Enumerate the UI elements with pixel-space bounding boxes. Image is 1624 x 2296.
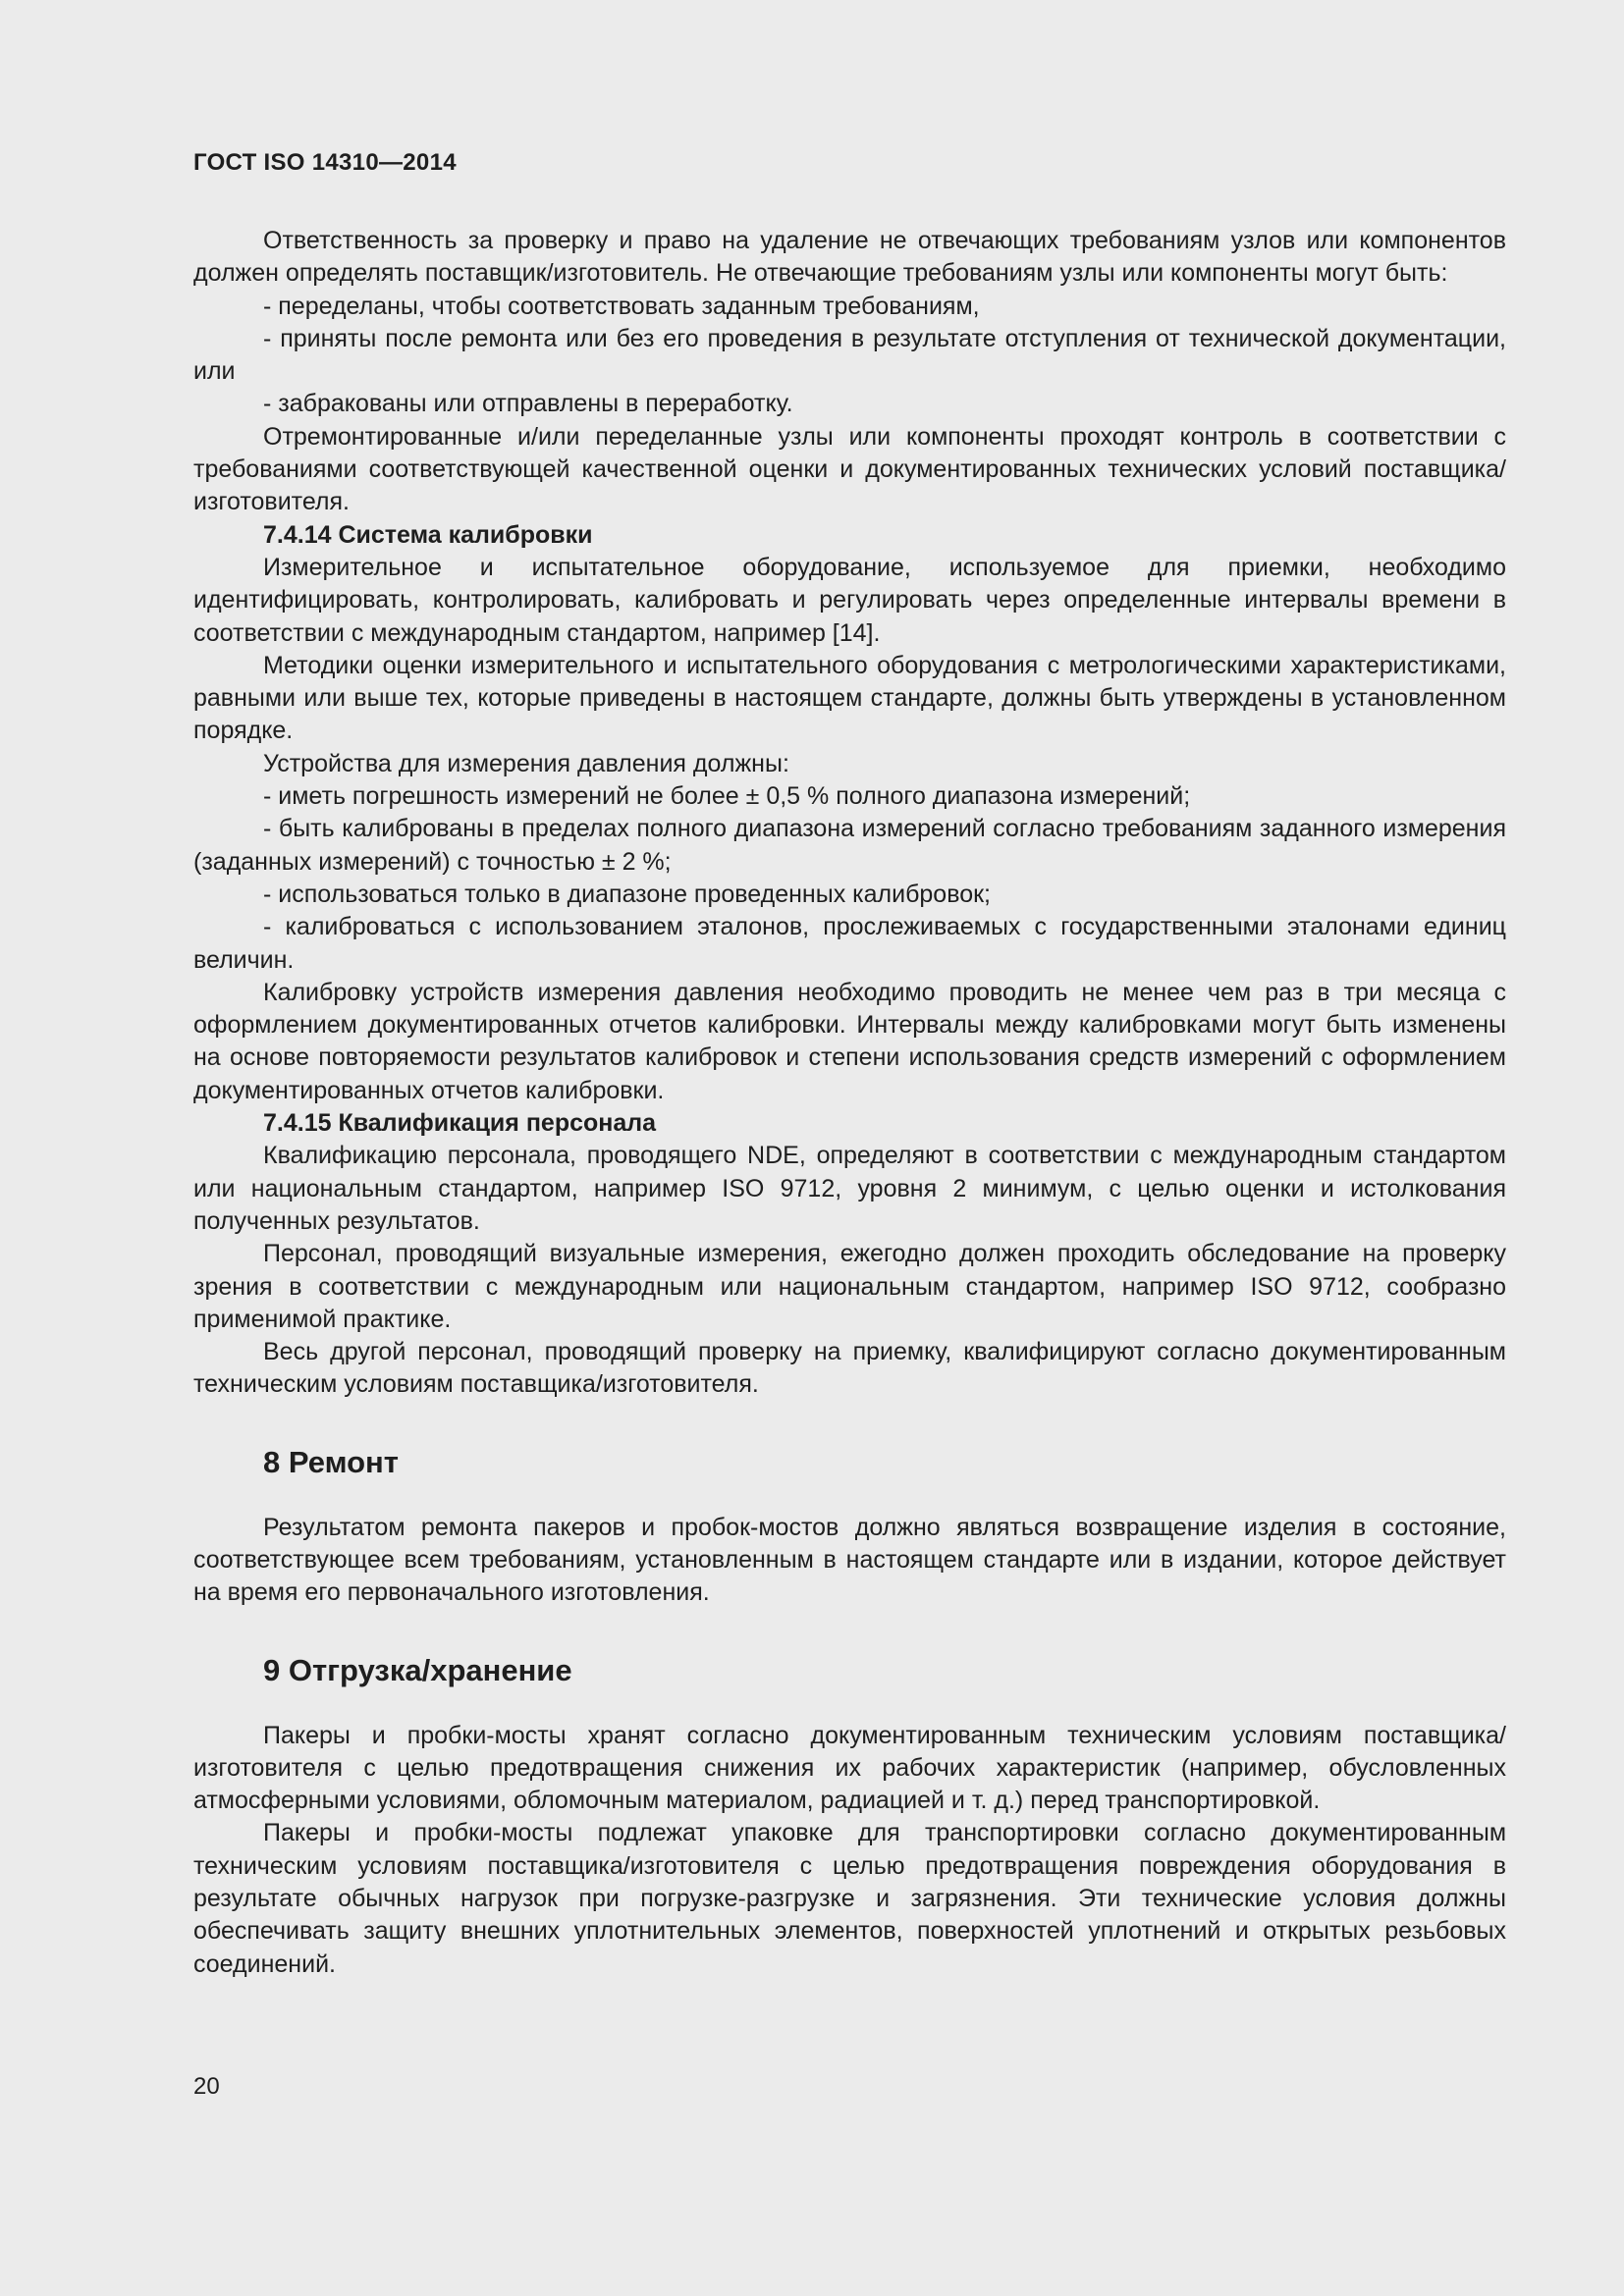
list-item-accepted: - приняты после ремонта или без его проведения в результате отступления от технической документации, или [193,324,1506,386]
list-item-rejected: - забракованы или отправлены в переработку. [263,390,793,418]
section-heading-repair: 8 Ремонт [263,1444,399,1479]
section-heading-shipping: 9 Отгрузка/хранение [263,1652,572,1687]
paragraph-storage: Пакеры и пробки-мосты хранят согласно документированным техническим условиям поставщика/изготовителя с целью предотвращения снижения их рабочих характеристик (например, обусловленных атмосферными условиями, обломочным материалом, радиацией и т. д.) перед транспортировкой. [193,1721,1506,1815]
paragraph-repaired-units: Отремонтированные и/или переделанные узлы или компоненты проходят контроль в соответствии с требованиями соответствующей качественной оценки и документированных технических условий поставщика/изготовителя. [193,422,1506,516]
subsection-heading-calibration: 7.4.14 Система калибровки [263,520,593,549]
subsection-heading-qualification: 7.4.15 Квалификация персонала [263,1109,657,1138]
document-body [193,225,1506,1981]
paragraph-calibration-equipment: Измерительное и испытательное оборудование, используемое для приемки, необходимо идентифицировать, контролировать, калибровать и регулировать через определенные интервалы времени в соответствии с международным стандартом, например [14]. [193,553,1506,647]
list-item-standards: - калиброваться с использованием эталонов, прослеживаемых с государственными эталонами единиц величин. [193,913,1506,974]
paragraph-other-personnel: Весь другой персонал, проводящий проверку на приемку, квалифицируют согласно документированным техническим условиям поставщика/изготовителя. [193,1338,1506,1399]
page-number: 20 [193,2073,220,2100]
paragraph-calibration-methods: Методики оценки измерительного и испытательного оборудования с метрологическими характеристиками, равными или выше тех, которые приведены в настоящем стандарте, должны быть утверждены в установленном порядке. [193,651,1506,745]
document-page [193,0,1506,2296]
paragraph-responsibility: Ответственность за проверку и право на удаление не отвечающих требованиям узлов или компонентов должен определять поставщик/изготовитель. Не отвечающие требованиям узлы или компоненты могут быть: [193,227,1506,288]
document-header: ГОСТ ISO 14310—2014 [193,149,457,176]
paragraph-calibration-interval: Калибровку устройств измерения давления необходимо проводить не менее чем раз в три месяца с оформлением документированных отчетов калибровки. Интервалы между калибровками могут быть изменены на основе повторяемости результатов калибровок и степени использования средств измерений с оформлением документированных отчетов калибровки. [193,978,1506,1104]
paragraph-packaging: Пакеры и пробки-мосты подлежат упаковке для транспортировки согласно документированным техническим условиям поставщика/изготовителя с целью предотвращения повреждения оборудования в результате обычных нагрузок при погрузке-разгрузке и загрязнения. Эти технические условия должны обеспечивать защиту внешних уплотнительных элементов, поверхностей уплотнений и открытых резьбовых соединений. [193,1819,1506,1978]
paragraph-repair: Результатом ремонта пакеров и пробок-мостов должно являться возвращение изделия в состояние, соответствующее всем требованиям, установленным в настоящем стандарте или в издании, которое действует на время его первоначального изготовления. [193,1513,1506,1607]
paragraph-nde-qualification: Квалификацию персонала, проводящего NDE, определяют в соответствии с международным стандартом или национальным стандартом, например ISO 9712, уровня 2 минимум, с целью оценки и истолкования полученных результатов. [193,1142,1506,1235]
paragraph-vision-check: Персонал, проводящий визуальные измерения, ежегодно должен проходить обследование на проверку зрения в соответствии с международным или национальным стандартом, например ISO 9712, сообразно применимой практике. [193,1240,1506,1333]
list-item-calibrated-range: - быть калиброваны в пределах полного диапазона измерений согласно требованиям заданного измерения (заданных измерений) с точностью ± 2 %; [193,815,1506,876]
list-item-accuracy: - иметь погрешность измерений не более ± 0,5 % полного диапазона измерений; [263,782,1191,811]
list-item-usage-range: - использоваться только в диапазоне проведенных калибровок; [263,880,992,908]
list-item-reworked: - переделаны, чтобы соответствовать заданным требованиям, [263,292,980,320]
paragraph-pressure-devices: Устройства для измерения давления должны: [263,749,789,777]
